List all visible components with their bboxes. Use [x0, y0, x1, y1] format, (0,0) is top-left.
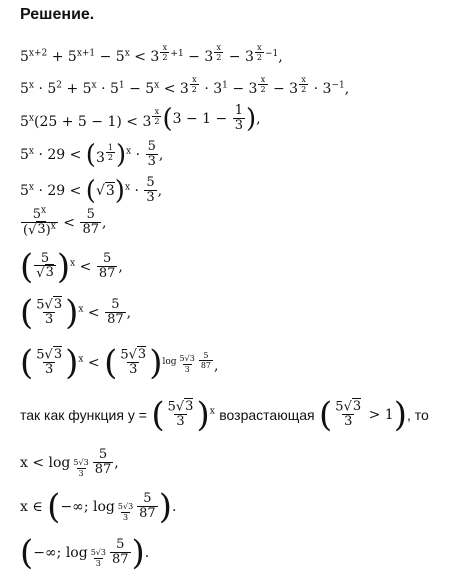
equation-line-4: $5^x \cdot 29 < (3$ $^{\frac{1}{2}}$ )$^x$ · $\frac{5}{3}$ ,: [20, 139, 164, 170]
solution-heading: Решение.: [20, 6, 95, 23]
equation-line-1: $5^{x+2} + 5^{x+1} - 5^x < 3$ $^{\frac{x}{2} +1}$ − 3 $^{\frac{x}{2}}$ − 3 $^{\frac{x}{2} -1}$,: [20, 43, 283, 66]
equation-line-2: $5^x \cdot 5^2 + 5^x \cdot 5^1 - 5^x < 3$ $^{\frac{x}{2}}$ · $3^1 - 3$ $^{\frac{x}{2}}$ − 3 $^{\frac{x}{2}}$ · $3^{-1}$,: [20, 75, 350, 98]
equation-line-5: $5^x \cdot 29 < (√3)^x$ · $\frac{5}{3}$ ,: [20, 175, 163, 206]
answer-line: (−∞; log $_{\frac{5√3}{3}}$ $\frac{5}{87}$ ).: [20, 533, 150, 573]
equation-line-3: $5^x(25 + 5 - 1) < 3$ $^{\frac{x}{2}}$ (3 − 1 − $\frac{1}{3}$ ),: [20, 103, 261, 134]
equation-line-12: x ∈ (−∞; log $_{\frac{5√3}{3}}$ $\frac{5}{87}$ ).: [20, 487, 177, 527]
equation-line-8: ( $\frac{5√3}{3}$ )$^x$ < $\frac{5}{87}$ ,: [20, 293, 132, 333]
equation-line-9: ( $\frac{5√3}{3}$ )$^x$ < ( $\frac{5√3}{3}$ )$^{log _{\frac{5√3}{3}} \frac{5}{87}}$ ,: [20, 343, 219, 383]
equation-line-11: x < log $_{\frac{5√3}{3}}$ $\frac{5}{87}$ ,: [20, 447, 119, 478]
equation-line-10: так как функция y = ( $\frac{5√3}{3}$ )$^x$ возрастающая ( $\frac{5√3}{3}$ > 1), то: [20, 395, 429, 435]
equation-line-7: ( $\frac{5}{√3}$ )$^x$ < $\frac{5}{87}$ ,: [20, 247, 123, 287]
equation-line-6: $\frac{5^x}{(√3)^x}$ < $\frac{5}{87}$ ,: [23, 205, 107, 238]
